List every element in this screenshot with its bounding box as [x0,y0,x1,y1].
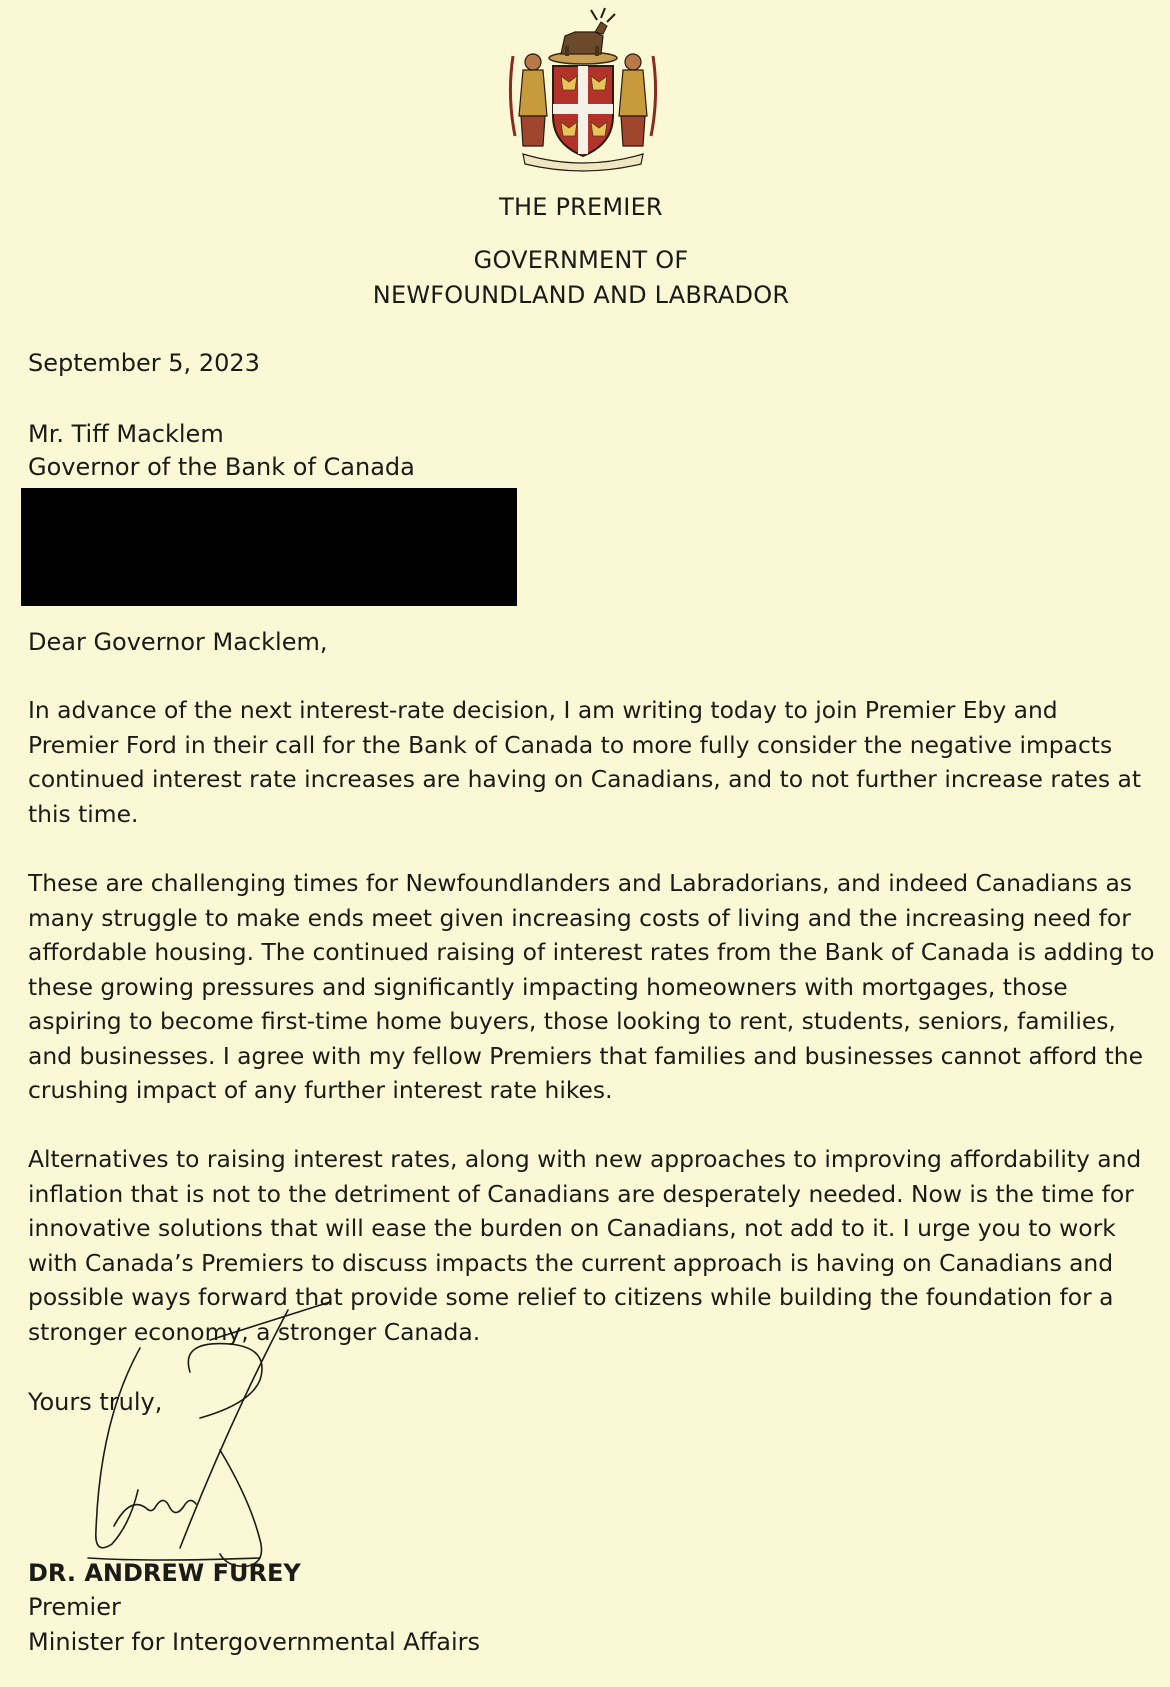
paragraph-line: Premier Ford in their call for the Bank of Canada to more fully consider the negative impacts [28,730,1113,759]
handwritten-signature-icon [60,1300,340,1600]
paragraph-line: continued interest rate increases are having on Canadians, and to not further increase rates at [28,765,1142,793]
salutation: Dear Governor Macklem, [28,628,328,656]
paragraph-line: Alternatives to raising interest rates, along with new approaches to improving affordability and [28,1145,1142,1173]
signatory-role-premier: Premier [28,1593,121,1621]
paragraph-line: aspiring to become first-time home buyers, those looking to rent, students, seniors, families, [28,1007,1116,1035]
paragraph-line: innovative solutions that will ease the burden on Canadians, not add to it. I urge you to work [28,1214,1116,1242]
coat-of-arms-icon [503,6,663,172]
government-title-line1: GOVERNMENT OF [473,246,689,274]
paragraph-line: stronger economy, a stronger Canada. [28,1317,481,1346]
paragraph-line: In advance of the next interest-rate decision, I am writing today to join Premier Eby and [28,696,1058,724]
paragraph-line: this time. [28,799,139,828]
paragraph-line: and businesses. I agree with my fellow Premiers that families and businesses cannot afford the [28,1041,1143,1070]
paragraph-line: with Canada’s Premiers to discuss impacts the current approach is having on Canadians and [28,1248,1114,1277]
signatory-role-minister: Minister for Intergovernmental Affairs [28,1628,480,1656]
office-title: THE PREMIER [499,193,663,221]
body-paragraph-2 [28,866,1155,1108]
recipient-name: Mr. Tiff Macklem [28,420,224,448]
paragraph-line: inflation that is not to the detriment of Canadians are desperately needed. Now is the time for [28,1179,1134,1208]
paragraph-line: many struggle to make ends meet given increasing costs of living and the increasing need for [28,903,1131,932]
body-paragraph-1 [28,693,1142,831]
letter-date: September 5, 2023 [28,349,260,377]
redacted-address-block [21,488,517,606]
paragraph-line: crushing impact of any further interest rate hikes. [28,1076,613,1104]
recipient-title: Governor of the Bank of Canada [28,453,415,481]
paragraph-line: these growing pressures and significantly impacting homeowners with mortgages, those [28,972,1068,1001]
paragraph-line: affordable housing. The continued raising of interest rates from the Bank of Canada is adding to [28,938,1155,966]
paragraph-line: possible ways forward that provide some relief to citizens while building the foundation for a [28,1283,1114,1311]
government-title-line2: NEWFOUNDLAND AND LABRADOR [372,281,790,309]
signatory-name: DR. ANDREW FUREY [28,1559,301,1587]
closing: Yours truly, [28,1388,163,1416]
paragraph-line: These are challenging times for Newfoundlanders and Labradorians, and indeed Canadians as [28,869,1132,897]
